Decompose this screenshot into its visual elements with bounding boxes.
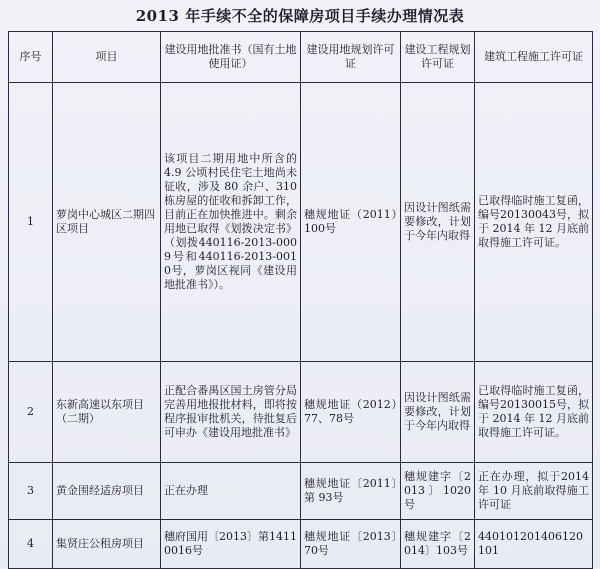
cell-seq: 3 <box>9 463 53 520</box>
cell-land-planning-permit: 穗规地证（2011）100号 <box>301 83 401 362</box>
cell-project: 萝岗中心城区二期四区项目 <box>53 83 161 362</box>
cell-engineering-permit: 因设计图纸需要修改，计划于今年内取得 <box>401 362 475 463</box>
status-table <box>8 31 593 569</box>
header-land-approval: 建设用地批准书（国有土地使用证） <box>161 32 301 83</box>
cell-land-planning-permit: 穗规地证（2012）77、78号 <box>301 362 401 463</box>
cell-engineering-permit: 因设计图纸需要修改，计划于今年内取得 <box>401 83 475 362</box>
cell-seq: 2 <box>9 362 53 463</box>
cell-land-planning-permit: 穗规地证〔2011〕第 93号 <box>301 463 401 520</box>
cell-seq: 1 <box>9 83 53 362</box>
cell-land-approval: 正配合番禺区国土房管分局完善用地报批材料，即将按程序报审批机关，待批复后可申办《建设用地批准书》 <box>161 362 301 463</box>
header-project: 项目 <box>53 32 161 83</box>
cell-construction-permit: 正在办理，拟于2014 年 10 月底前取得施工许可证 <box>475 463 593 520</box>
header-seq: 序号 <box>9 32 53 83</box>
header-land-planning-permit: 建设用地规划许可证 <box>301 32 401 83</box>
cell-project: 集贤庄公租房项目 <box>53 520 161 569</box>
cell-engineering-permit: 穗规建字〔2013〕1020号 <box>401 463 475 520</box>
cell-construction-permit: 已取得临时施工复函，编号20130015号，拟于 2014 年 12 月底前取得施工许可证。 <box>475 362 593 463</box>
table-row <box>9 83 593 362</box>
table-row <box>9 463 593 520</box>
header-engineering-permit: 建设工程规划许可证 <box>401 32 475 83</box>
cell-seq: 4 <box>9 520 53 569</box>
cell-project: 黄金围经适房项目 <box>53 463 161 520</box>
table-row <box>9 520 593 569</box>
document-title: 2013 年手续不全的保障房项目手续办理情况表 <box>135 7 465 25</box>
cell-land-approval: 穗府国用〔2013〕第14110016号 <box>161 520 301 569</box>
cell-land-approval: 正在办理 <box>161 463 301 520</box>
table-header-row <box>9 32 593 83</box>
header-construction-permit: 建筑工程施工许可证 <box>475 32 593 83</box>
table-row <box>9 362 593 463</box>
cell-project: 东新高速以东项目（二期） <box>53 362 161 463</box>
cell-construction-permit: 440101201406120101 <box>475 520 593 569</box>
cell-land-planning-permit: 穗规地证〔2013〕70号 <box>301 520 401 569</box>
cell-engineering-permit: 穗规建字〔2014〕103号 <box>401 520 475 569</box>
cell-construction-permit: 已取得临时施工复函，编号20130043号，拟于 2014 年 12 月底前取得施工许可证。 <box>475 83 593 362</box>
cell-land-approval: 该项目二期用地中所含的 4.9 公顷村民住宅土地尚未征收，涉及 80 余户、310 栋房屋的征收和拆卸工作，目前正在加快推进中。剩余用地已取得《划拨决定书》（划拨440116-2013-0009号和440116-2013-0010号，萝岗区视同《建设用地批准书》）。 <box>161 83 301 362</box>
